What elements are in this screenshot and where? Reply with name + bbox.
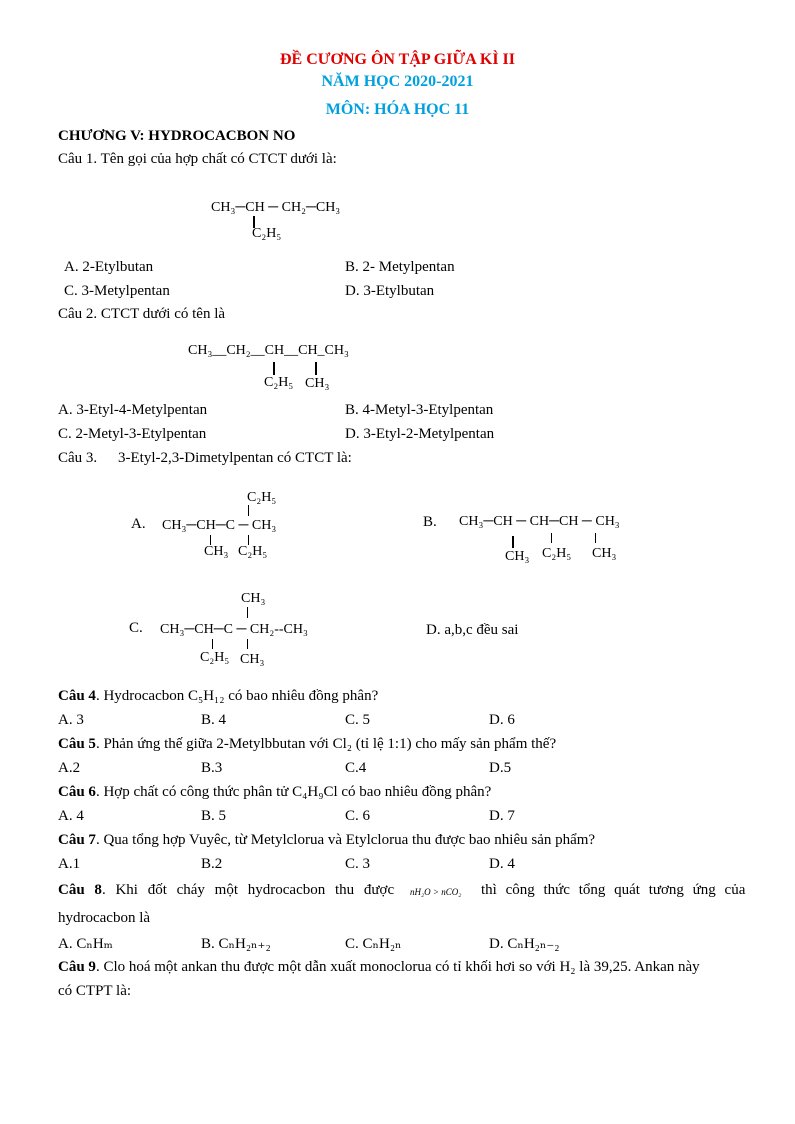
- question-8-line-1-end: thì công thức tổng quát tương ứng của: [481, 882, 746, 898]
- question-9-line-2: có CTPT là:: [58, 983, 132, 999]
- q2-option-c: C. 2-Metyl-3-Etylpentan: [58, 426, 207, 442]
- q3b-bottom-3: CH₃: [592, 546, 617, 561]
- question-4: Câu 4. Hydrocacbon C₅H₁₂ có bao nhiêu đồng phân?: [58, 688, 379, 704]
- chapter-heading: CHƯƠNG V: HYDROCACBON NO: [58, 128, 296, 144]
- q3c-bottom-2: CH₃: [240, 652, 265, 667]
- q7-option-a: A.1: [58, 856, 81, 872]
- q1-formula-branch: C₂H₅: [252, 226, 282, 241]
- question-2-text: Câu 2. CTCT dưới có tên là: [58, 306, 226, 322]
- q7-option-c: C. 3: [345, 856, 371, 872]
- q2-branch-2: CH₃: [305, 376, 330, 391]
- q7-option-d: D. 4: [489, 856, 515, 872]
- subject-title: MÔN: HÓA HỌC 11: [325, 101, 470, 118]
- q3c-bottom-1: C₂H₅: [200, 650, 230, 665]
- q2-formula-main: CH₃__CH₂__CH__CH_CH₃: [188, 343, 349, 358]
- q8-option-b: B. CₙH₂ₙ₊₂: [201, 936, 271, 952]
- q2-option-a: A. 3-Etyl-4-Metylpentan: [58, 402, 208, 418]
- q3c-bond-1: [212, 639, 213, 649]
- q2-option-b: B. 4-Metyl-3-Etylpentan: [345, 402, 494, 418]
- q3a-top: C₂H₅: [247, 490, 277, 505]
- q3c-bond-2: [247, 639, 248, 649]
- q5-option-d: D.5: [489, 760, 512, 776]
- question-6: Câu 6. Hợp chất có công thức phân tử C₄H₉Cl có bao nhiêu đồng phân?: [58, 784, 492, 800]
- q3a-bottom-1: CH₃: [204, 544, 229, 559]
- q8-option-d: D. CₙH₂ₙ₋₂: [489, 936, 560, 952]
- q4-option-a: A. 3: [58, 712, 84, 728]
- q4-option-c: C. 5: [345, 712, 371, 728]
- q6-option-b: B. 5: [201, 808, 227, 824]
- q6-option-a: A. 4: [58, 808, 84, 824]
- q8-option-c: C. CₙH₂ₙ: [345, 936, 402, 952]
- q3b-bond-2: [551, 533, 552, 543]
- q3c-main: CH₃─CH─C ─ CH₂--CH₃: [160, 622, 308, 637]
- question-7: Câu 7. Qua tổng hợp Vuyêc, từ Metylclorua và Etylclorua thu được bao nhiêu sản phẩm?: [58, 832, 596, 848]
- q1-option-d: D. 3-Etylbutan: [345, 283, 435, 299]
- q5-option-b: B.3: [201, 760, 223, 776]
- q3a-main: CH₃─CH─C ─ CH₃: [162, 518, 277, 533]
- question-9-line-1: Câu 9. Clo hoá một ankan thu được một dẫn xuất monoclorua có tỉ khối hơi so với H₂ là 39,25. Ankan này: [58, 959, 700, 975]
- q3b-bottom-2: C₂H₅: [542, 546, 572, 561]
- q3b-bond-3: [595, 533, 596, 543]
- q8-inline-formula: nH₂O > nCO₂: [410, 887, 462, 897]
- question-3-text: 3-Etyl-2,3-Dimetylpentan có CTCT là:: [118, 450, 352, 466]
- q3b-bond-1: [512, 536, 514, 548]
- question-5: Câu 5. Phản ứng thế giữa 2-Metylbbutan với Cl₂ (tỉ lệ 1:1) cho mấy sản phẩm thế?: [58, 736, 557, 752]
- q4-option-d: D. 6: [489, 712, 515, 728]
- q3c-top: CH₃: [241, 591, 266, 606]
- q1-option-c: C. 3-Metylpentan: [64, 283, 170, 299]
- question-8-line-2: hydrocacbon là: [58, 910, 151, 926]
- q2-option-d: D. 3-Etyl-2-Metylpentan: [345, 426, 495, 442]
- q8-option-a: A. CₙHₘ: [58, 936, 113, 952]
- q7-option-b: B.2: [201, 856, 223, 872]
- q2-bond-1: [273, 362, 275, 375]
- q1-option-b: B. 2- Metylpentan: [345, 259, 455, 275]
- q3-option-b-label: B.: [423, 514, 437, 530]
- q5-option-c: C.4: [345, 760, 367, 776]
- q3b-main: CH₃─CH ─ CH─CH ─ CH₃: [459, 514, 620, 529]
- q6-option-d: D. 7: [489, 808, 515, 824]
- q3a-bond-top: [248, 505, 249, 516]
- q5-option-a: A.2: [58, 760, 81, 776]
- q4-option-b: B. 4: [201, 712, 227, 728]
- school-year: NĂM HỌC 2020-2021: [321, 73, 474, 90]
- q3-option-d: D. a,b,c đều sai: [426, 622, 519, 638]
- q2-bond-2: [315, 362, 317, 375]
- q1-formula-main: CH₃─CH ─ CH₂─CH₃: [211, 200, 341, 215]
- question-8-line-1: Câu 8. Khi đốt cháy một hydrocacbon thu được: [58, 882, 395, 898]
- question-3-label: Câu 3.: [58, 450, 98, 466]
- q3a-bottom-2: C₂H₅: [238, 544, 268, 559]
- question-1-text: Câu 1. Tên gọi của hợp chất có CTCT dưới là:: [58, 151, 337, 167]
- q3-option-c-label: C.: [129, 620, 143, 636]
- document-title: ĐỀ CƯƠNG ÔN TẬP GIỮA KÌ II: [280, 51, 515, 68]
- q3b-bottom-1: CH₃: [505, 549, 530, 564]
- q6-option-c: C. 6: [345, 808, 371, 824]
- q1-option-a: A. 2-Etylbutan: [64, 259, 154, 275]
- q3c-bond-top: [247, 607, 248, 618]
- q3-option-a-label: A.: [131, 516, 146, 532]
- q2-branch-1: C₂H₅: [264, 375, 294, 390]
